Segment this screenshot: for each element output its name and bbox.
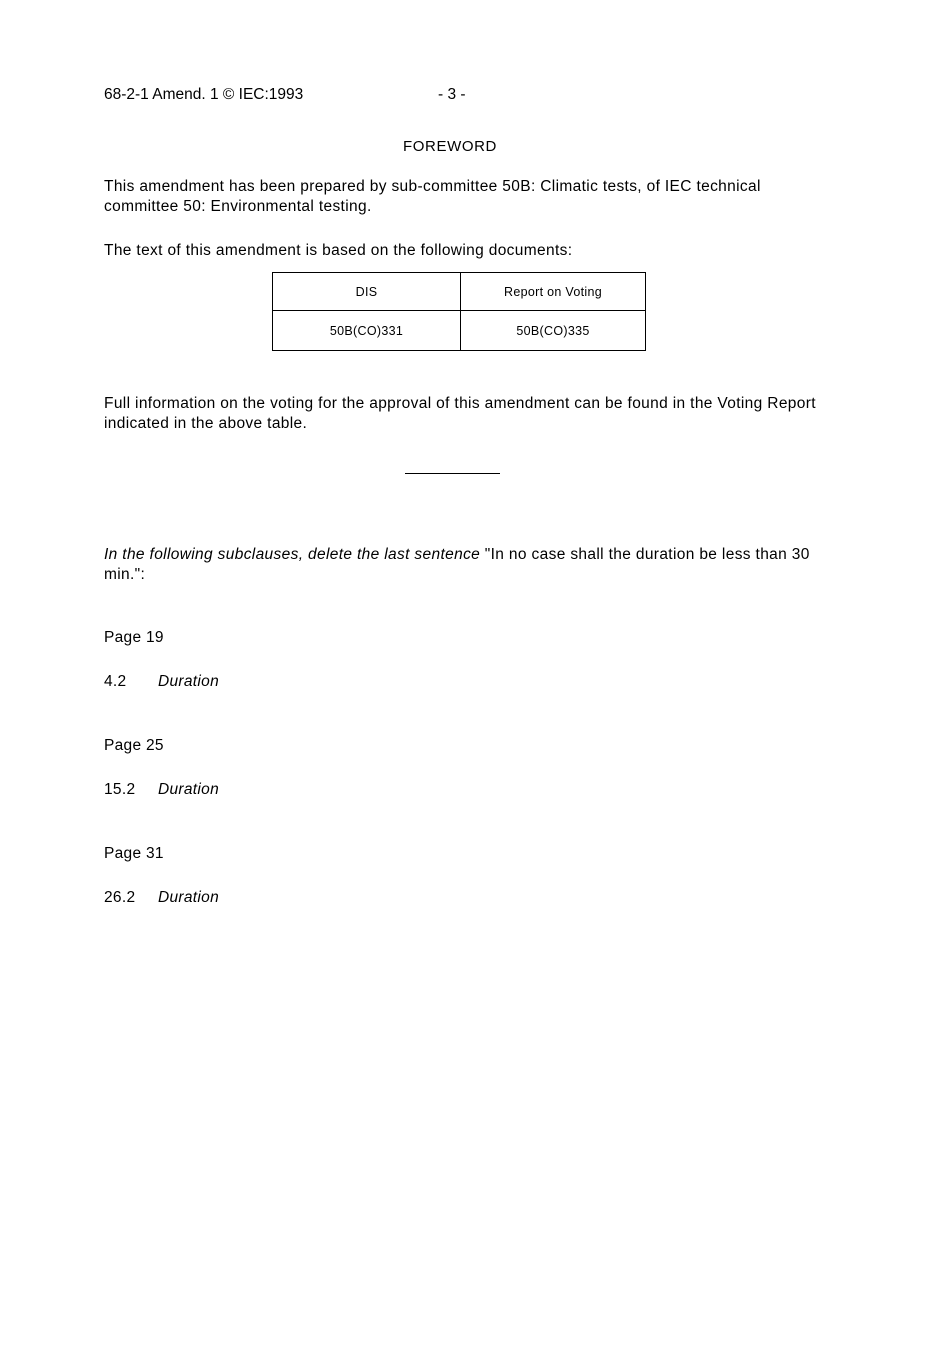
section-divider [405,473,500,474]
page-label-31: Page 31 [104,845,164,862]
table-cell-report: 50B(CO)335 [461,311,646,351]
foreword-paragraph-3: Full information on the voting for the approval of this amendment can be found in the Voting Report indicated in the above table. [104,395,816,432]
table-header-report-on-voting: Report on Voting [461,273,646,311]
clause-title: Duration [158,673,219,690]
clause-number: 26.2 [104,889,136,906]
table-header-row [273,273,646,311]
instruction-quote: "In no case shall the duration be less than 30 min.": [104,546,810,583]
foreword-paragraph-2: The text of this amendment is based on the following documents: [104,242,573,259]
page-number: - 3 - [438,86,466,103]
foreword-heading: FOREWORD [403,138,497,155]
page-label-19: Page 19 [104,629,164,646]
document-reference: 68-2-1 Amend. 1 © IEC:1993 [104,86,304,103]
table-cell-dis: 50B(CO)331 [273,311,461,351]
table-row [273,311,646,351]
clause-title: Duration [158,781,219,798]
page-label-25: Page 25 [104,737,164,754]
clause-title: Duration [158,889,219,906]
clause-number: 15.2 [104,781,136,798]
documents-table [272,272,646,351]
table-header-dis: DIS [273,273,461,311]
instruction-italic: In the following subclauses, delete the last sentence [104,546,481,563]
clause-number: 4.2 [104,673,127,690]
instruction-paragraph [104,545,824,585]
foreword-paragraph-1: This amendment has been prepared by sub-committee 50B: Climatic tests, of IEC technical committee 50: Environmental testing. [104,178,761,215]
